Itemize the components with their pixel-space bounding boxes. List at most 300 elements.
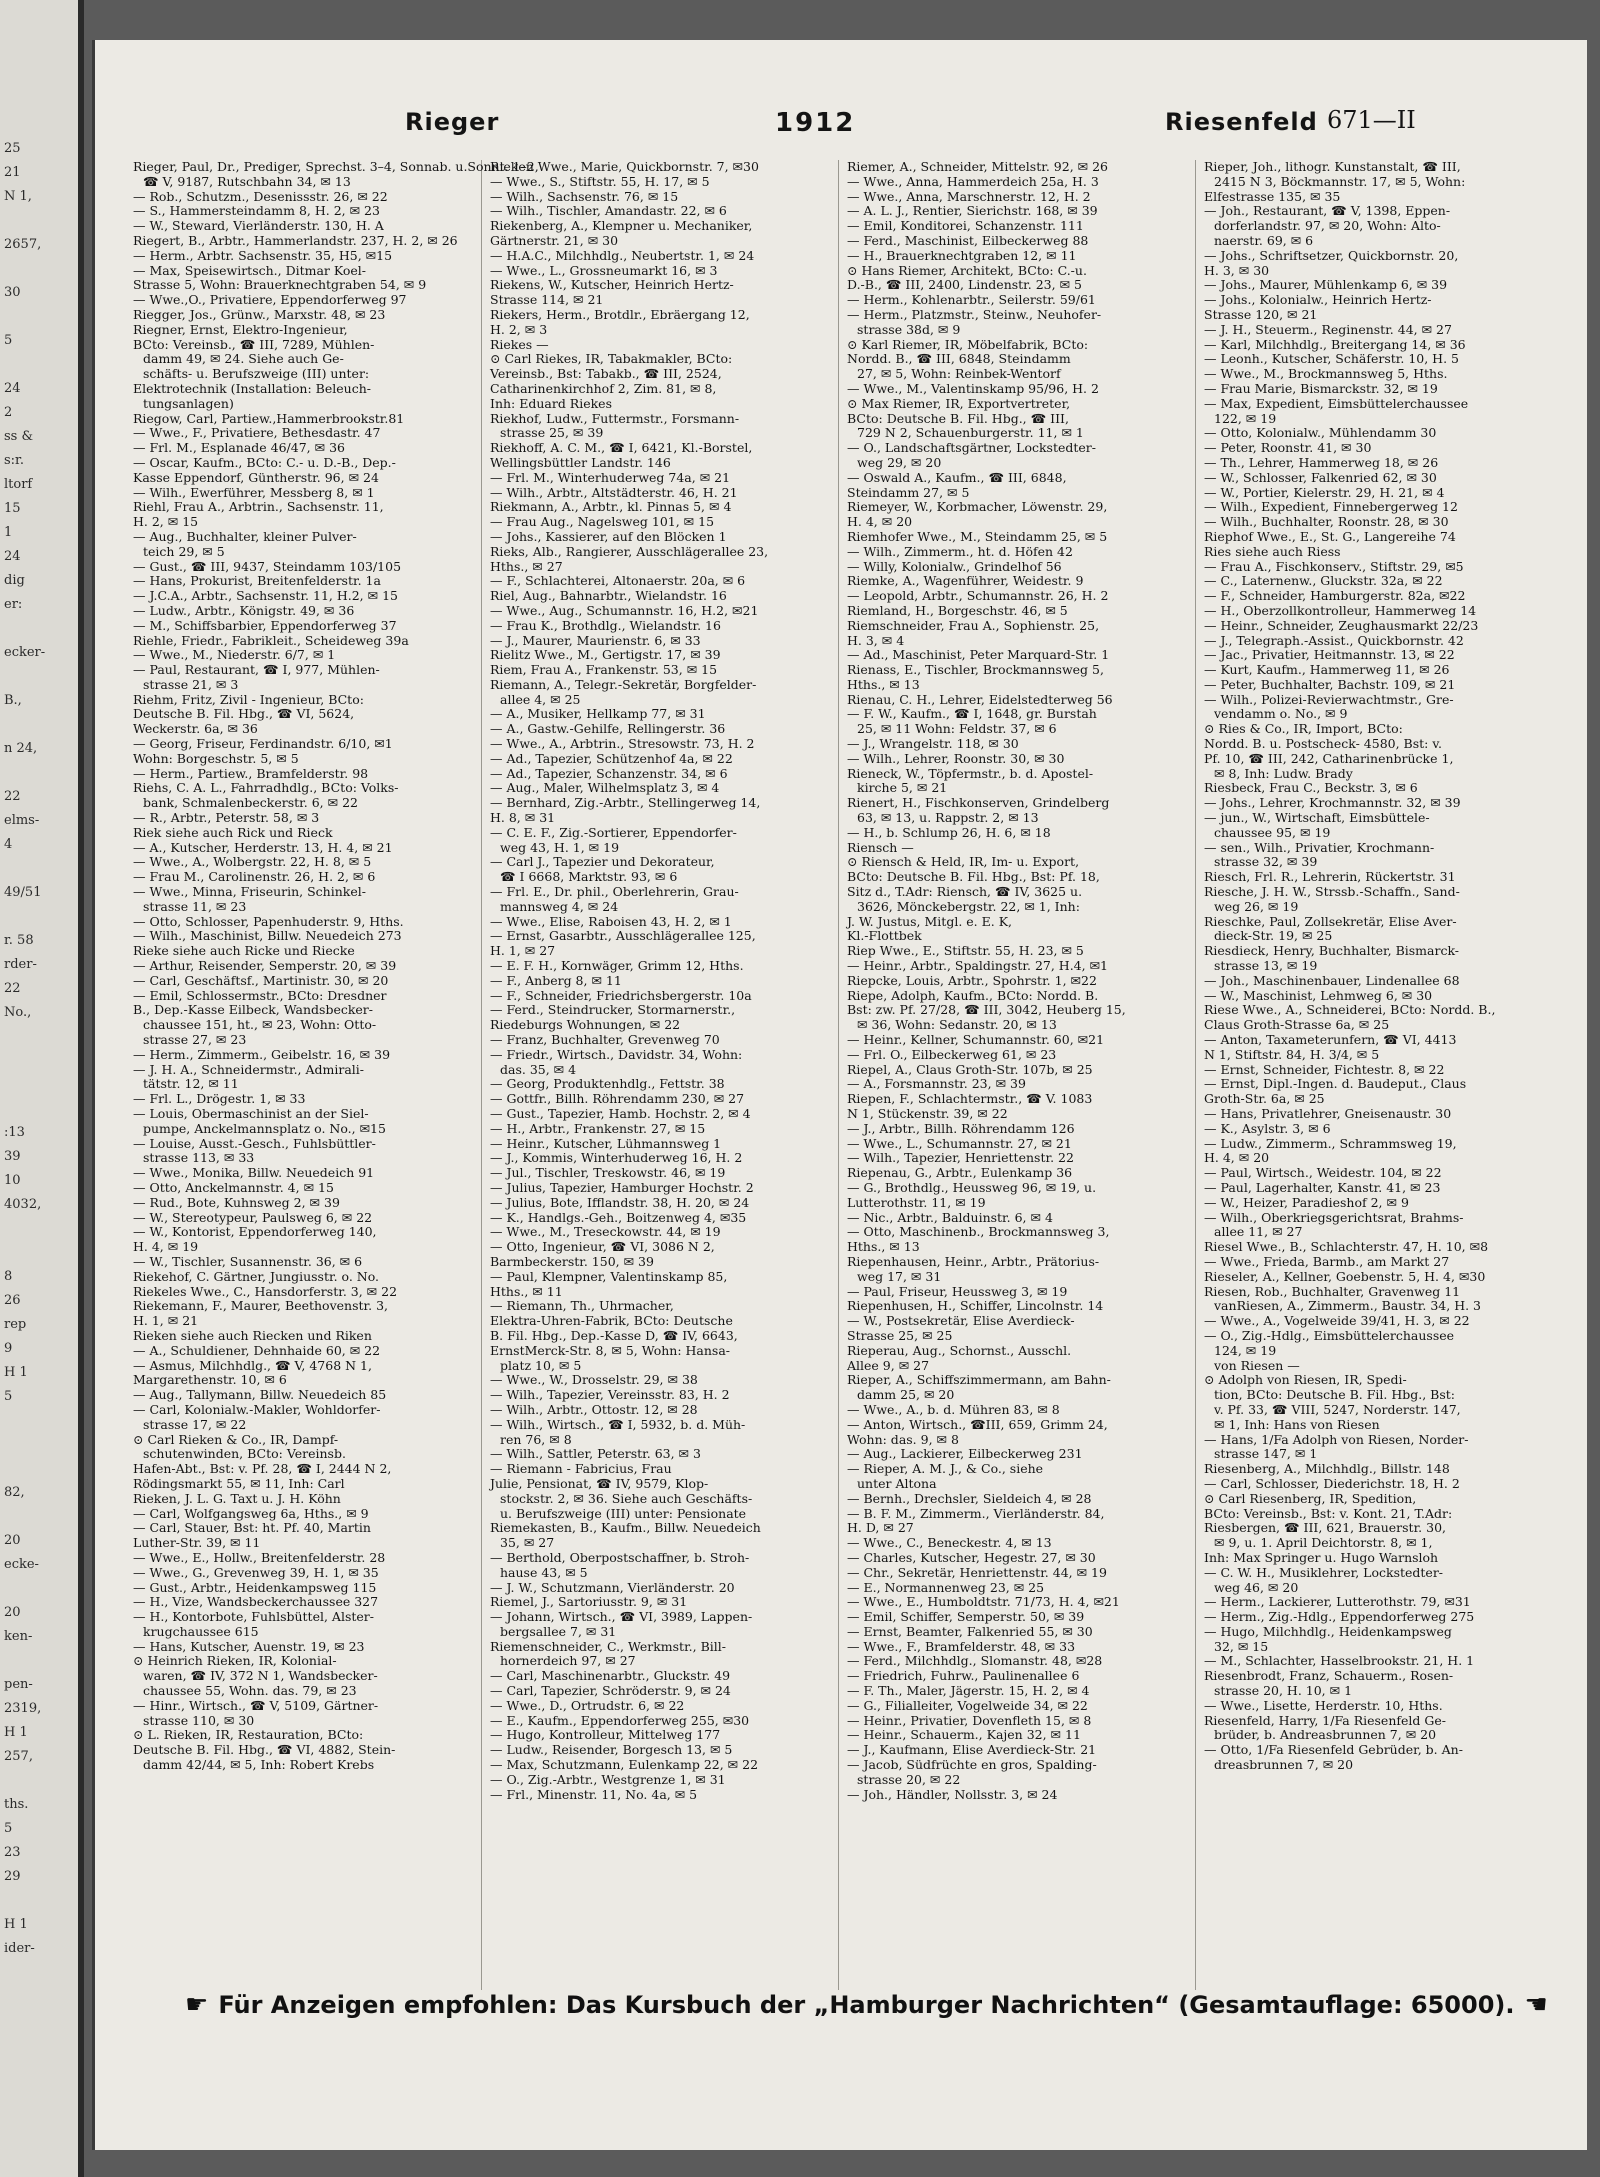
entry-line: — Ernst, Schneider, Fichtestr. 8, ✉ 22	[1204, 1061, 1445, 1077]
previous-page-fragment: N 1,	[4, 189, 32, 204]
entry-line: Rieper, Joh., lithogr. Kunstanstalt, ☎ III,	[1204, 159, 1461, 174]
entry-line: Riep Wwe., E., Stiftstr. 55, H. 23, ✉ 5	[847, 943, 1084, 959]
entry-line: allee 11, ✉ 27	[1214, 1224, 1303, 1240]
entry-line: — Johs., Maurer, Mühlenkamp 6, ✉ 39	[1204, 277, 1448, 293]
entry-line: ⊙ Riensch & Held, IR, Im- u. Export,	[847, 854, 1080, 870]
entry-line: ⊙ Carl Riesenberg, IR, Spedition,	[1204, 1490, 1417, 1506]
entry-line: — Ernst, Gasarbtr., Ausschlägerallee 125,	[490, 928, 756, 944]
entry-line: — Peter, Roonstr. 41, ✉ 30	[1204, 440, 1372, 456]
entry-line: — Aug., Buchhalter, kleiner Pulver-	[133, 528, 357, 544]
entry-line: — A., Forsmannstr. 23, ✉ 39	[847, 1076, 1026, 1092]
previous-page-fragment: 26	[4, 1293, 21, 1308]
entry-line: — Frau M., Carolinenstr. 26, H. 2, ✉ 6	[133, 869, 376, 885]
entry-line: — C. W. H., Musiklehrer, Lockstedter-	[1204, 1564, 1444, 1580]
previous-page-fragment: 24	[4, 549, 21, 564]
entry-line: Nordd. B., ☎ III, 6848, Steindamm	[847, 351, 1071, 367]
entry-line: — Wwe., Elise, Raboisen 43, H. 2, ✉ 1	[490, 913, 732, 929]
entry-line: Riehs, C. A. L., Fahrradhdlg., BCto: Volks-	[133, 780, 399, 796]
previous-page-fragment: H 1	[4, 1365, 28, 1380]
entry-line: — Wilh., Tapezier, Vereinsstr. 83, H. 2	[490, 1387, 730, 1403]
column-2	[482, 160, 839, 1990]
entry-line: tätstr. 12, ✉ 11	[143, 1076, 239, 1092]
entry-line: H. 3, ✉ 30	[1204, 262, 1270, 278]
previous-page-fragment: 24	[4, 381, 21, 396]
entry-line: — Johs., Lehrer, Krochmannstr. 32, ✉ 39	[1204, 795, 1461, 811]
entry-line: Kasse Eppendorf, Güntherstr. 96, ✉ 24	[133, 469, 379, 485]
entry-line: — Aug., Lackierer, Eilbeckerweg 231	[847, 1446, 1083, 1462]
entry-line: Riemhofer Wwe., M., Steindamm 25, ✉ 5	[847, 528, 1108, 544]
entry-line: — Wilh., Maschinist, Billw. Neuedeich 273	[133, 928, 402, 944]
entry-line: — Johs., Schriftsetzer, Quickbornstr. 20,	[1204, 247, 1459, 263]
entry-line: — Emil, Konditorei, Schanzenstr. 111	[847, 218, 1084, 234]
entry-line: — Wilh., Polizei-Revierwachtmstr., Gre-	[1204, 691, 1454, 707]
entry-line: — Wilh., Buchhalter, Roonstr. 28, ✉ 30	[1204, 514, 1449, 530]
entry-line: schäfts- u. Berufszweige (III) unter:	[143, 366, 370, 382]
entry-line: Strasse 25, ✉ 25	[847, 1327, 953, 1343]
entry-line: 729 N 2, Schauenburgerstr. 11, ✉ 1	[857, 425, 1084, 441]
advertisement-footer	[175, 1990, 1548, 2030]
previous-page-fragment: ths.	[4, 1797, 29, 1812]
entry-line: — Ad., Tapezier, Schützenhof 4a, ✉ 22	[490, 750, 733, 766]
entry-line: — Joh., Restaurant, ☎ V, 1398, Eppen-	[1204, 203, 1451, 219]
entry-line: Deutsche B. Fil. Hbg., ☎ VI, 4882, Stein-	[133, 1742, 396, 1758]
entry-line: — Wilh., Oberkriegsgerichtsrat, Brahms-	[1204, 1209, 1464, 1225]
entry-line: — Carl, Tapezier, Schröderstr. 9, ✉ 24	[490, 1683, 731, 1699]
entry-line: — Wilh., Arbtr., Altstädterstr. 46, H. 21	[490, 484, 738, 500]
entry-line: — Anton, Wirtsch., ☎III, 659, Grimm 24,	[847, 1416, 1108, 1432]
entry-line: allee 4, ✉ 25	[500, 691, 581, 707]
entry-line: — Bernh., Drechsler, Sieldeich 4, ✉ 28	[847, 1490, 1092, 1506]
entry-line: — E. F. H., Kornwäger, Grimm 12, Hths.	[490, 958, 744, 974]
entry-line: — Paul, Restaurant, ☎ I, 977, Mühlen-	[133, 662, 380, 678]
entry-line: — Berthold, Oberpostschaffner, b. Stroh-	[490, 1549, 750, 1565]
previous-page-fragment: 2319,	[4, 1701, 42, 1716]
entry-line: — Max, Speisewirtsch., Ditmar Koel-	[133, 262, 367, 278]
entry-line: H. D, ✉ 27	[847, 1520, 914, 1536]
entry-line: — W., Postsekretär, Elise Averdieck-	[847, 1313, 1075, 1329]
entry-line: — A. L. J., Rentier, Sierichstr. 168, ✉ 39	[847, 203, 1098, 219]
entry-line: — Carl, Schlosser, Diederichstr. 18, H. 2	[1204, 1475, 1460, 1491]
entry-line: Rienert, H., Fischkonserven, Grindelberg	[847, 795, 1110, 811]
entry-line: — J., Arbtr., Billh. Röhrendamm 126	[847, 1120, 1075, 1136]
entry-line: weg 43, H. 1, ✉ 19	[500, 839, 620, 855]
previous-page-fragment: ss &	[4, 429, 34, 444]
entry-line: strasse 21, ✉ 3	[143, 676, 239, 692]
entry-line: Riedeburgs Wohnungen, ✉ 22	[490, 1017, 681, 1033]
entry-line: Riehle, Friedr., Fabrikleit., Scheideweg 39a	[133, 632, 409, 648]
entry-line: Strasse 114, ✉ 21	[490, 292, 604, 308]
entry-line: Rielitz Wwe., M., Gertigstr. 17, ✉ 39	[490, 647, 721, 663]
entry-line: — Emil, Schlossermstr., BCto: Dresdner	[133, 987, 387, 1003]
entry-line: — W., Schlosser, Falkenried 62, ✉ 30	[1204, 469, 1437, 485]
entry-line: Riephof Wwe., E., St. G., Langereihe 74	[1204, 528, 1456, 544]
previous-page-fragment: 49/51	[4, 885, 42, 900]
entry-line: tion, BCto: Deutsche B. Fil. Hbg., Bst:	[1214, 1387, 1455, 1403]
entry-line: — H., Arbtr., Frankenstr. 27, ✉ 15	[490, 1120, 706, 1136]
entry-line: — Frl. M., Esplanade 46/47, ✉ 36	[133, 440, 345, 456]
entry-line: Riesenfeld, Harry, 1/Fa Riesenfeld Ge-	[1204, 1712, 1446, 1728]
entry-line: — C., Laternenw., Gluckstr. 32a, ✉ 22	[1204, 573, 1443, 589]
entry-line: Ries siehe auch Riess	[1204, 543, 1341, 559]
entry-line: — Herm., Partiew., Bramfelderstr. 98	[133, 765, 369, 781]
entry-line: Rieperau, Aug., Schornst., Ausschl.	[847, 1342, 1072, 1358]
entry-line: — W., Heizer, Paradieshof 2, ✉ 9	[1204, 1194, 1409, 1210]
entry-line: — Wwe., Lisette, Herderstr. 10, Hths.	[1204, 1697, 1443, 1713]
entry-line: hause 43, ✉ 5	[500, 1564, 588, 1580]
entry-line: Riemland, H., Borgeschstr. 46, ✉ 5	[847, 602, 1068, 618]
entry-line: strasse 20, H. 10, ✉ 1	[1214, 1683, 1353, 1699]
entry-line: Lutterothstr. 11, ✉ 19	[847, 1194, 986, 1210]
entry-line: Riesenberg, A., Milchhdlg., Billstr. 148	[1204, 1461, 1450, 1477]
entry-line: — F., Schneider, Hamburgerstr. 82a, ✉22	[1204, 588, 1466, 604]
entry-line: — Wwe., Anna, Marschnerstr. 12, H. 2	[847, 188, 1091, 204]
entry-line: brüder, b. Andreasbrunnen 7, ✉ 20	[1214, 1727, 1437, 1743]
entry-line: hornerdeich 97, ✉ 27	[500, 1653, 636, 1669]
entry-line: Pf. 10, ☎ III, 242, Catharinenbrücke 1,	[1204, 750, 1454, 766]
entry-line: stockstr. 2, ✉ 36. Siehe auch Geschäfts-	[500, 1490, 753, 1506]
previous-page-fragment: H 1	[4, 1725, 28, 1740]
entry-line: — Jac., Privatier, Heitmannstr. 13, ✉ 22	[1204, 647, 1455, 663]
entry-line: — Wwe., Minna, Friseurin, Schinkel-	[133, 884, 366, 900]
entry-line: — J., Maurer, Maurienstr. 6, ✉ 33	[490, 632, 701, 648]
entry-line: — F., Schneider, Friedrichsbergerstr. 10a	[490, 987, 752, 1003]
entry-line: — Gust., Tapezier, Hamb. Hochstr. 2, ✉ 4	[490, 1106, 751, 1121]
entry-line: Hths., ✉ 13	[847, 676, 920, 692]
entry-line: Rieseler, A., Kellner, Goebenstr. 5, H. 4, ✉30	[1204, 1268, 1486, 1284]
previous-page-fragment: r. 58	[4, 933, 34, 948]
entry-line: — Paul, Lagerhalter, Kanstr. 41, ✉ 23	[1204, 1179, 1441, 1195]
entry-line: — W., Kontorist, Eppendorferweg 140,	[133, 1224, 377, 1240]
entry-line: — Wwe., A., Vogelweide 39/41, H. 3, ✉ 22	[1204, 1313, 1470, 1329]
entry-line: bank, Schmalenbeckerstr. 6, ✉ 22	[143, 795, 358, 811]
entry-line: — A., Kutscher, Herderstr. 13, H. 4, ✉ 21	[133, 839, 393, 855]
entry-line: — jun., W., Wirtschaft, Eimsbüttele-	[1204, 810, 1430, 826]
entry-line: weg 17, ✉ 31	[857, 1268, 942, 1284]
entry-line: — Riemann, Th., Uhrmacher,	[490, 1298, 674, 1314]
entry-line: — Riemann - Fabricius, Frau	[490, 1461, 672, 1477]
entry-line: strasse 25, ✉ 39	[500, 425, 604, 441]
column-3	[839, 160, 1196, 1990]
entry-line: — Hans, Prokurist, Breitenfelderstr. 1a	[133, 573, 381, 589]
entry-line: — Wwe., M., Brockmannsweg 5, Hths.	[1204, 366, 1448, 382]
entry-line: Riepcke, Louis, Arbtr., Spohrstr. 1, ✉22	[847, 972, 1097, 988]
entry-line: damm 49, ✉ 24. Siehe auch Ge-	[143, 351, 344, 367]
entry-line: — Louise, Ausst.-Gesch., Fuhlsbüttler-	[133, 1135, 376, 1151]
entry-line: damm 25, ✉ 20	[857, 1387, 955, 1403]
entry-line: — Leonh., Kutscher, Schäferstr. 10, H. 5	[1204, 351, 1459, 367]
entry-line: Elfestrasse 135, ✉ 35	[1204, 188, 1341, 204]
entry-line: — W., Tischler, Susannenstr. 36, ✉ 6	[133, 1253, 363, 1269]
entry-line: — Wwe., Aug., Schumannstr. 16, H.2, ✉21	[490, 602, 759, 618]
entry-line: chaussee 95, ✉ 19	[1214, 824, 1331, 840]
entry-line: B. Fil. Hbg., Dep.-Kasse D, ☎ IV, 6643,	[490, 1327, 738, 1343]
entry-line: Riesel Wwe., B., Schlachterstr. 47, H. 10, ✉8	[1204, 1239, 1489, 1255]
entry-line: ⊙ L. Rieken, IR, Restauration, BCto:	[133, 1727, 364, 1743]
entry-line: 124, ✉ 19	[1214, 1342, 1277, 1358]
entry-line: platz 10, ✉ 5	[500, 1357, 582, 1373]
previous-page-fragment: 8	[4, 1269, 13, 1284]
entry-line: — Hinr., Wirtsch., ☎ V, 5109, Gärtner-	[133, 1697, 379, 1713]
previous-page-fragment: 10	[4, 1173, 21, 1188]
previous-page-fragment: rder-	[4, 957, 37, 972]
entry-line: Riesenbrodt, Franz, Schauerm., Rosen-	[1204, 1668, 1454, 1684]
entry-line: — Bernhard, Zig.-Arbtr., Stellingerweg 14,	[490, 795, 761, 811]
entry-line: — Leopold, Arbtr., Schumannstr. 26, H. 2	[847, 588, 1109, 604]
previous-page-fragment: 22	[4, 981, 21, 996]
entry-line: Wohn: das. 9, ✉ 8	[847, 1431, 959, 1447]
entry-line: Riegger, Jos., Grünw., Marxstr. 48, ✉ 23	[133, 306, 386, 322]
entry-line: Riemann, A., Telegr.-Sekretär, Borgfelder-	[490, 676, 757, 692]
entry-line: — Otto, Kolonialw., Mühlendamm 30	[1204, 425, 1437, 441]
entry-line: J. W. Justus, Mitgl. e. E. K,	[847, 913, 1013, 929]
previous-page-fragment: ken-	[4, 1629, 33, 1644]
entry-line: — Ludw., Arbtr., Königstr. 49, ✉ 36	[133, 602, 355, 618]
entry-line: — Paul, Friseur, Heussweg 3, ✉ 19	[847, 1283, 1068, 1299]
entry-line: Riemschneider, Frau A., Sophienstr. 25,	[847, 617, 1100, 633]
entry-line: — Carl, Maschinenarbtr., Gluckstr. 49	[490, 1668, 731, 1684]
entry-line: Riepenau, G., Arbtr., Eulenkamp 36	[847, 1165, 1073, 1181]
entry-line: — Wwe., F., Privatiere, Bethesdastr. 47	[133, 425, 381, 441]
entry-line: Inh: Eduard Riekes	[490, 395, 612, 411]
pointing-hand-left-icon: ☛	[185, 1990, 209, 2020]
previous-page-fragment: H 1	[4, 1917, 28, 1932]
entry-line: Rienau, C. H., Lehrer, Eidelstedterweg 56	[847, 691, 1113, 707]
entry-line: — Julius, Bote, Ifflandstr. 38, H. 20, ✉ 24	[490, 1194, 750, 1210]
entry-line: Riemekasten, B., Kaufm., Billw. Neuedeich	[490, 1520, 761, 1536]
entry-line: Kl.-Flottbek	[847, 928, 922, 944]
entry-line: Rieper, A., Schiffszimmermann, am Bahn-	[847, 1372, 1111, 1388]
entry-line: Hths., ✉ 11	[490, 1283, 563, 1299]
entry-line: strasse 147, ✉ 1	[1214, 1446, 1318, 1462]
entry-line: BCto: Deutsche B. Fil. Hbg., ☎ III,	[847, 410, 1069, 426]
previous-page-fragment: 9	[4, 1341, 13, 1356]
entry-line: — F. Th., Maler, Jägerstr. 15, H. 2, ✉ 4	[847, 1683, 1090, 1699]
entry-line: Margarethenstr. 10, ✉ 6	[133, 1372, 287, 1388]
entry-line: Riesbergen, ☎ III, 621, Brauerstr. 30,	[1204, 1520, 1447, 1536]
header-last-entry: Riesenfeld	[1165, 108, 1318, 136]
entry-line: Rieger, Paul, Dr., Prediger, Sprechst. 3–4, Sonnab. u.Sonnt. 1–2,	[133, 159, 539, 174]
entry-line: Riegert, B., Arbtr., Hammerlandstr. 237, H. 2, ✉ 26	[133, 232, 458, 248]
entry-line: N 1, Stiftstr. 84, H. 3/4, ✉ 5	[1204, 1046, 1380, 1062]
entry-line: Inh: Max Springer u. Hugo Warnsloh	[1204, 1549, 1439, 1565]
entry-line: Rieken, J. L. G. Taxt u. J. H. Köhn	[133, 1490, 341, 1506]
entry-line: Riensch —	[847, 839, 914, 855]
entry-line: Gärtnerstr. 21, ✉ 30	[490, 232, 619, 248]
entry-line: strasse 110, ✉ 30	[143, 1712, 255, 1728]
entry-line: ⊙ Max Riemer, IR, Exportvertreter,	[847, 395, 1071, 411]
entry-line: — K., Asylstr. 3, ✉ 6	[1204, 1120, 1331, 1136]
entry-line: — Joh., Maschinenbauer, Lindenallee 68	[1204, 972, 1460, 988]
entry-line: — Wwe., L., Grossneumarkt 16, ✉ 3	[490, 262, 718, 278]
entry-line: Rieke siehe auch Ricke und Riecke	[133, 943, 355, 959]
previous-page-fragment: dig	[4, 573, 25, 588]
entry-line: bergsallee 7, ✉ 31	[500, 1623, 617, 1639]
entry-line: vendamm o. No., ✉ 9	[1214, 706, 1348, 722]
entry-line: 122, ✉ 19	[1214, 410, 1277, 426]
entry-line: dreasbrunnen 7, ✉ 20	[1214, 1757, 1354, 1773]
entry-line: — Oscar, Kaufm., BCto: C.- u. D.-B., Dep.-	[133, 454, 396, 470]
entry-line: strasse 11, ✉ 23	[143, 898, 247, 914]
entry-line: 25, ✉ 11 Wohn: Feldstr. 37, ✉ 6	[857, 721, 1057, 737]
entry-line: — Wilh., Wirtsch., ☎ I, 5932, b. d. Müh-	[490, 1416, 746, 1432]
entry-line: H. 1, ✉ 21	[133, 1313, 199, 1329]
entry-line: — Wilh., Lehrer, Roonstr. 30, ✉ 30	[847, 750, 1065, 766]
previous-page-fragment: 5	[4, 1821, 13, 1836]
entry-line: — Aug., Maler, Wilhelmsplatz 3, ✉ 4	[490, 780, 720, 796]
entry-line: Allee 9, ✉ 27	[847, 1357, 930, 1373]
entry-line: BCto: Deutsche B. Fil. Hbg., Bst: Pf. 18,	[847, 869, 1100, 885]
entry-line: — Wwe., M., Treseckowstr. 44, ✉ 19	[490, 1224, 721, 1240]
previous-page-fragment: 22	[4, 789, 21, 804]
entry-line: — Heinr., Privatier, Dovenfleth 15, ✉ 8	[847, 1712, 1092, 1728]
entry-line: chaussee 151, ht., ✉ 23, Wohn: Otto-	[143, 1017, 377, 1033]
entry-line: — Herm., Zimmerm., Geibelstr. 16, ✉ 39	[133, 1046, 391, 1062]
previous-page-fragment: ecke-	[4, 1557, 39, 1572]
entry-line: Riem, Frau A., Frankenstr. 53, ✉ 15	[490, 662, 718, 678]
entry-line: B., Dep.-Kasse Eilbeck, Wandsbecker-	[133, 1002, 374, 1018]
entry-line: Rieneck, W., Töpfermstr., b. d. Apostel-	[847, 765, 1094, 781]
entry-line: — Ernst, Beamter, Falkenried 55, ✉ 30	[847, 1623, 1093, 1639]
entry-line: schutenwinden, BCto: Vereinsb.	[143, 1446, 346, 1462]
header-year: 1912	[775, 108, 856, 138]
entry-line: — Carl J., Tapezier und Dekorateur,	[490, 854, 715, 870]
entry-line: waren, ☎ IV, 372 N 1, Wandsbecker-	[143, 1668, 378, 1684]
entry-line: — Gust., Arbtr., Heidenkampsweg 115	[133, 1579, 377, 1595]
entry-line: — Arthur, Reisender, Semperstr. 20, ✉ 39	[133, 958, 397, 974]
entry-line: Riegow, Carl, Partiew.,Hammerbrookstr.81	[133, 410, 405, 426]
entry-line: — G., Brothdlg., Heussweg 96, ✉ 19, u.	[847, 1179, 1097, 1195]
entry-line: Riegner, Ernst, Elektro-Ingenieur,	[133, 321, 348, 337]
previous-page-fragment: pen-	[4, 1677, 33, 1692]
entry-line: strasse 38d, ✉ 9	[857, 321, 961, 337]
entry-line: — Frau Aug., Nagelsweg 101, ✉ 15	[490, 514, 715, 530]
page-number: 671—II	[1327, 106, 1416, 134]
entry-line: Riemeyer, W., Korbmacher, Löwenstr. 29,	[847, 499, 1108, 515]
entry-line: Elektra-Uhren-Fabrik, BCto: Deutsche	[490, 1313, 733, 1329]
entry-line: — Wwe., G., Grevenweg 39, H. 1, ✉ 35	[133, 1564, 379, 1580]
entry-line: Riekhoff, A. C. M., ☎ I, 6421, Kl.-Borstel,	[490, 440, 753, 456]
page-header	[95, 100, 1587, 144]
entry-line: strasse 20, ✉ 22	[857, 1771, 961, 1787]
entry-line: — A., Gastw.-Gehilfe, Rellingerstr. 36	[490, 721, 726, 737]
entry-line: — Ludw., Reisender, Borgesch 13, ✉ 5	[490, 1742, 733, 1758]
previous-page-fragment: 5	[4, 1389, 13, 1404]
entry-line: Riesbeck, Frau C., Beckstr. 3, ✉ 6	[1204, 780, 1418, 796]
entry-line: krugchaussee 615	[143, 1623, 259, 1639]
entry-line: H. 8, ✉ 31	[490, 810, 556, 826]
entry-line: ✉ 1, Inh: Hans von Riesen	[1214, 1416, 1380, 1432]
entry-line: — Frl. O., Eilbeckerweg 61, ✉ 23	[847, 1046, 1057, 1062]
previous-page-fragment: 20	[4, 1605, 21, 1620]
entry-line: H. 4, ✉ 20	[847, 514, 913, 530]
entry-line: — Rud., Bote, Kuhnsweg 2, ✉ 39	[133, 1194, 340, 1210]
entry-line: ren 76, ✉ 8	[500, 1431, 572, 1447]
entry-line: — Karl, Milchhdlg., Breitergang 14, ✉ 36	[1204, 336, 1466, 352]
entry-line: — Paul, Wirtsch., Weidestr. 104, ✉ 22	[1204, 1165, 1442, 1181]
entry-line: D.-B., ☎ III, 2400, Lindenstr. 23, ✉ 5	[847, 277, 1082, 293]
entry-line: Riemer, A., Schneider, Mittelstr. 92, ✉ 26	[847, 159, 1108, 174]
entry-line: Riekeles Wwe., C., Hansdorferstr. 3, ✉ 22	[133, 1283, 398, 1299]
entry-line: — Max, Schutzmann, Eulenkamp 22, ✉ 22	[490, 1757, 759, 1773]
entry-line: Riekemann, F., Maurer, Beethovenstr. 3,	[133, 1298, 389, 1314]
entry-line: BCto: Vereinsb., Bst: v. Kont. 21, T.Adr:	[1204, 1505, 1453, 1521]
previous-page-fragment: 82,	[4, 1485, 25, 1500]
entry-line: — A., Musiker, Hellkamp 77, ✉ 31	[490, 706, 706, 722]
entry-line: — J.C.A., Arbtr., Sachsenstr. 11, H.2, ✉ 15	[133, 588, 398, 604]
entry-line: — Anton, Taxameterunfern, ☎ VI, 4413	[1204, 1032, 1457, 1048]
entry-line: — Nic., Arbtr., Balduinstr. 6, ✉ 4	[847, 1209, 1053, 1225]
entry-line: — Wilh., Tischler, Amandastr. 22, ✉ 6	[490, 203, 727, 219]
entry-line: weg 29, ✉ 20	[857, 454, 942, 470]
entry-line: — Ludw., Zimmerm., Schrammsweg 19,	[1204, 1135, 1457, 1151]
entry-line: — Wwe., S., Stiftstr. 55, H. 17, ✉ 5	[490, 173, 710, 189]
entry-line: — Ad., Tapezier, Schanzenstr. 34, ✉ 6	[490, 765, 728, 781]
previous-page-fragment: n 24,	[4, 741, 38, 756]
previous-page-fragment: 25	[4, 141, 21, 156]
entry-line: Bst: zw. Pf. 27/28, ☎ III, 3042, Heuberg 15,	[847, 1002, 1126, 1018]
entry-line: — Aug., Tallymann, Billw. Neuedeich 85	[133, 1387, 387, 1403]
entry-line: Riehm, Fritz, Zivil - Ingenieur, BCto:	[133, 691, 364, 707]
entry-line: — Frau K., Brothdlg., Wielandstr. 16	[490, 617, 721, 633]
entry-line: — Franz, Buchhalter, Grevenweg 70	[490, 1032, 720, 1048]
entry-line: — Frau A., Fischkonserv., Stiftstr. 29, ✉5	[1204, 558, 1464, 574]
entry-line: ErnstMerck-Str. 8, ✉ 5, Wohn: Hansa-	[490, 1342, 731, 1358]
entry-line: das. 35, ✉ 4	[500, 1061, 577, 1077]
previous-page-fragment: 30	[4, 285, 21, 300]
entry-line: — J. H. A., Schneidermstr., Admirali-	[133, 1061, 365, 1077]
entry-line: — Hans, 1/Fa Adolph von Riesen, Norder-	[1204, 1431, 1469, 1447]
entry-line: strasse 32, ✉ 39	[1214, 854, 1318, 870]
entry-line: — Herm., Platzmstr., Steinw., Neuhofer-	[847, 306, 1102, 322]
entry-line: — Gottfr., Billh. Röhrendamm 230, ✉ 27	[490, 1091, 745, 1107]
entry-line: H. 1, ✉ 27	[490, 943, 556, 959]
entry-line: — Herm., Kohlenarbtr., Seilerstr. 59/61	[847, 292, 1096, 308]
directory-page	[92, 40, 1587, 2150]
entry-line: — Wwe., E., Hollw., Breitenfelderstr. 28	[133, 1549, 386, 1565]
entry-line: — Frl. L., Drögestr. 1, ✉ 33	[133, 1091, 306, 1107]
previous-page-fragment: s:r.	[4, 453, 24, 468]
previous-page-fragment: ltorf	[4, 477, 33, 492]
entry-line: Weckerstr. 6a, ✉ 36	[133, 721, 258, 737]
entry-line: vanRiesen, A., Zimmerm., Baustr. 34, H. 3	[1214, 1298, 1481, 1314]
entry-line: Riel, Aug., Bahnarbtr., Wielandstr. 16	[490, 588, 727, 604]
entry-line: — Peter, Buchhalter, Bachstr. 109, ✉ 21	[1204, 676, 1456, 692]
entry-line: Rieken siehe auch Riecken und Riken	[133, 1327, 372, 1343]
entry-line: ☎ I 6668, Marktstr. 93, ✉ 6	[500, 869, 678, 885]
entry-line: Riemenschneider, C., Werkmstr., Bill-	[490, 1638, 726, 1654]
entry-line: 32, ✉ 15	[1214, 1638, 1269, 1654]
entry-line: — Wwe., Monika, Billw. Neuedeich 91	[133, 1165, 375, 1181]
entry-line: — Charles, Kutscher, Hegestr. 27, ✉ 30	[847, 1549, 1096, 1565]
entry-line: Riepenhusen, H., Schiffer, Lincolnstr. 14	[847, 1298, 1104, 1314]
entry-line: unter Altona	[857, 1475, 937, 1491]
entry-line: — Ferd., Maschinist, Eilbeckerweg 88	[847, 232, 1089, 248]
entry-line: Riemke, A., Wagenführer, Weidestr. 9	[847, 573, 1084, 589]
entry-line: — Wilh., Arbtr., Ottostr. 12, ✉ 28	[490, 1401, 698, 1417]
entry-line: u. Berufszweige (III) unter: Pensionate	[500, 1505, 747, 1521]
previous-page-fragment: 23	[4, 1845, 21, 1860]
entry-line: strasse 17, ✉ 22	[143, 1416, 247, 1432]
entry-line: — Carl, Kolonialw.-Makler, Wohldorfer-	[133, 1401, 381, 1417]
entry-line: — Otto, 1/Fa Riesenfeld Gebrüder, b. An-	[1204, 1742, 1463, 1758]
entry-line: Riekhof, Ludw., Futtermstr., Forsmann-	[490, 410, 740, 426]
entry-line: H. 2, ✉ 15	[133, 514, 199, 530]
entry-line: — H.A.C., Milchhdlg., Neubertstr. 1, ✉ 24	[490, 247, 755, 263]
entry-line: — H., b. Schlump 26, H. 6, ✉ 18	[847, 824, 1051, 840]
entry-line: — Paul, Klempner, Valentinskamp 85,	[490, 1268, 728, 1284]
entry-line: Riese Wwe., A., Schneiderei, BCto: Nordd. B.,	[1204, 1002, 1496, 1018]
entry-line: — Asmus, Milchhdlg., ☎ V, 4768 N 1,	[133, 1357, 372, 1373]
